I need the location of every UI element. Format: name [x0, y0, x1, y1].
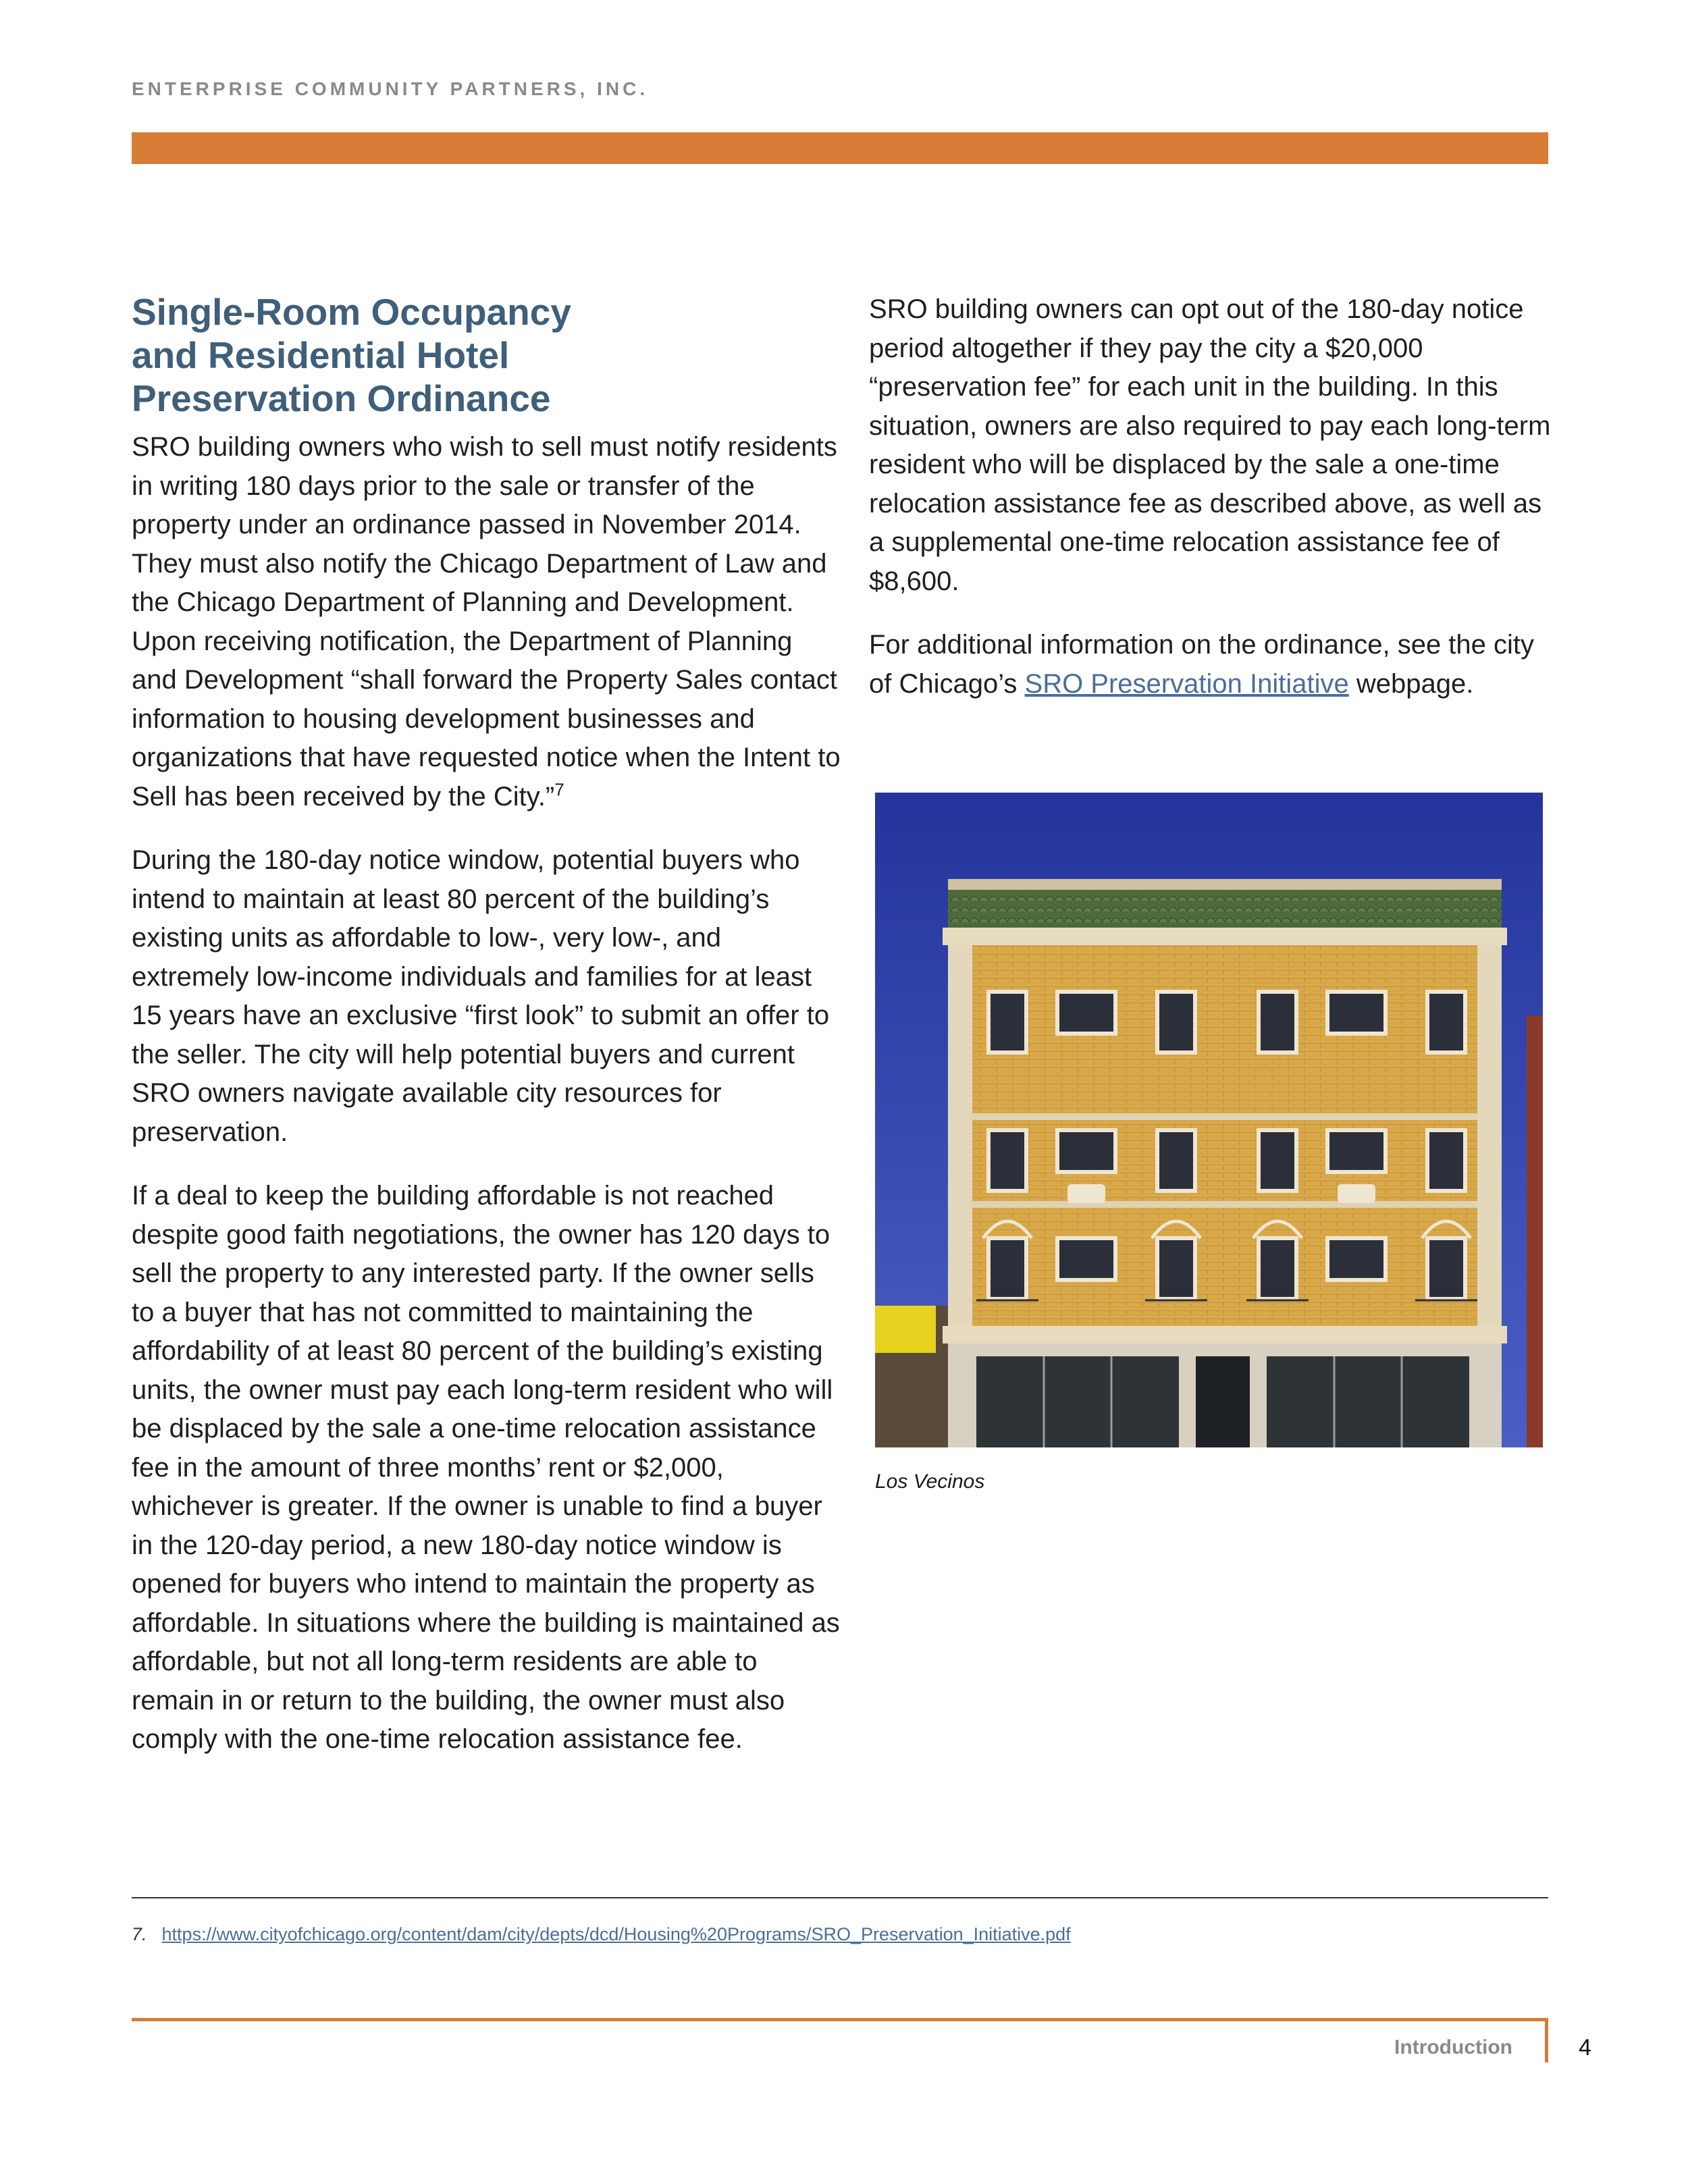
- footer-divider-tick: [1545, 2018, 1548, 2062]
- paragraph-relocation-fee: If a deal to keep the building affordable is not reached despite good faith negotiations, the owner has 120 days to sell the property to any interested party. If the owner sells to a buyer that has not committed to maintaining the affordability of at least 80 percent of the building’s existing units, the owner must pay each long-term resident who will be displaced by the sale a one-time relocation assistance fee in the amount of three months’ rent or $2,000, whichever is greater. If the owner is unable to find a buyer in the 120-day period, a new 180-day notice window is opened for buyers who intend to maintain the property as affordable. In situations where the building is maintained as affordable, but not all long-term residents are able to remain in or return to the building, the owner must also comply with the one-time relocation assistance fee.: [132, 1181, 840, 1754]
- org-name: ENTERPRISE COMMUNITY PARTNERS, INC.: [132, 78, 649, 99]
- footer-rule: [132, 2018, 1548, 2021]
- more-info-suffix: webpage.: [1348, 668, 1474, 699]
- paragraph-notice-requirements: [132, 428, 841, 816]
- page-number: 4: [1579, 2035, 1591, 2060]
- paragraph-more-info: [869, 626, 1558, 703]
- header-accent-bar: [132, 132, 1548, 164]
- more-info-text: For additional information on the ordinance, see the city of Chicago’s: [869, 630, 1535, 699]
- paragraph-opt-out: SRO building owners can opt out of the 180-day notice period altogether if they pay the city a $20,000 “preservation fee” for each unit in the building. In this situation, owners are also required to pay each long-term resident who will be displaced by the sale a one-time relocation assistance fee as described above, as well as a supplemental one-time relocation assistance fee of $8,600.: [869, 294, 1551, 596]
- footnote-divider: [132, 1897, 1548, 1898]
- section-title: Single-Room Occupancy and Residential Hotel Preservation Ordinance: [132, 291, 571, 419]
- footnote-url-link[interactable]: https://www.cityofchicago.org/content/dam/city/depts/dcd/Housing%20Programs/SRO_Preservation_Initiative.pdf: [161, 1924, 1071, 1944]
- footnote-number: 7.: [132, 1924, 147, 1944]
- building-photo: [875, 793, 1543, 1447]
- footnote: [132, 1924, 1071, 1945]
- paragraph-text: SRO building owners who wish to sell must notify residents in writing 180 days prior to the sale or transfer of the property under an ordinance passed in November 2014. They must also notify the Chicago Department of Law and the Chicago Department of Planning and Development. Upon receiving notification, the Department of Planning and Development “shall forward the Property Sales contact information to housing development businesses and organizations that have requested notice when the Intent to Sell has been received by the City.”: [132, 432, 841, 811]
- photo-caption: Los Vecinos: [875, 1470, 985, 1493]
- left-column: [132, 290, 841, 1784]
- right-column: [869, 290, 1558, 728]
- footnote-reference[interactable]: 7: [554, 779, 564, 800]
- footer-section-label: Introduction: [1394, 2036, 1512, 2058]
- paragraph-first-look: During the 180-day notice window, potential buyers who intend to maintain at least 80 percent of the building’s existing units as affordable to low-, very low-, and extremely low-income individuals and families for at least 15 years have an exclusive “first look” to submit an offer to the seller. The city will help potential buyers and current SRO owners navigate available city resources for preservation.: [132, 845, 830, 1147]
- sro-preservation-initiative-link[interactable]: SRO Preservation Initiative: [1024, 668, 1349, 699]
